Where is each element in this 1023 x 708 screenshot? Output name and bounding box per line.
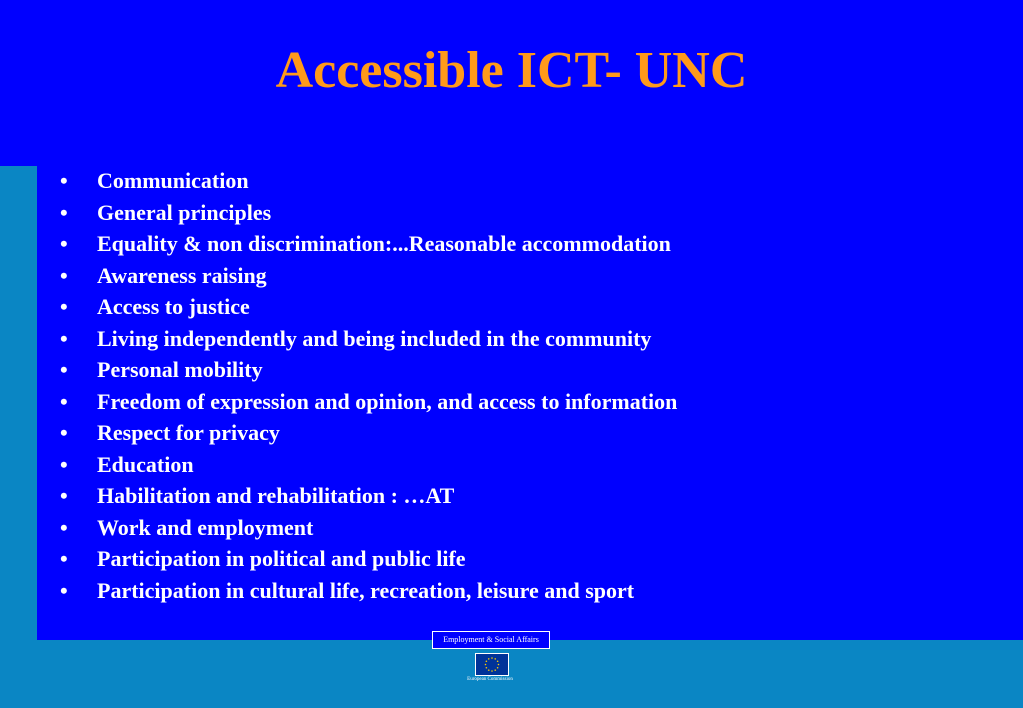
bullet-text: Participation in cultural life, recreation, leisure and sport — [97, 577, 635, 603]
eu-star — [488, 658, 490, 660]
bullet-text: Education — [97, 451, 194, 477]
bullet-text: Access to justice — [97, 294, 250, 319]
bullet-dot: • — [60, 483, 68, 508]
bullet-item — [60, 197, 677, 229]
bullet-text: Respect for privacy — [97, 420, 280, 445]
bullet-text: Work and employment — [97, 514, 314, 540]
eu-caption: European Commission — [467, 677, 513, 682]
bullet-dot: • — [60, 262, 68, 288]
bullet-item — [60, 323, 677, 355]
bullet-list — [60, 165, 677, 606]
bullet-dot: • — [60, 294, 68, 319]
eu-star — [498, 664, 500, 666]
bullet-dot: • — [60, 514, 68, 540]
eu-star — [497, 667, 499, 669]
bullet-item — [60, 512, 677, 544]
bullet-dot: • — [60, 168, 68, 193]
eu-star — [491, 657, 493, 659]
bullet-dot: • — [60, 451, 68, 477]
bullet-dot: • — [60, 546, 68, 571]
bullet-item — [60, 291, 677, 323]
eu-star — [494, 669, 496, 671]
bullet-text: Habilitation and rehabilitation : …AT — [97, 483, 455, 508]
bullet-item — [60, 165, 677, 197]
bullet-text: Personal mobility — [97, 357, 263, 382]
bullet-item — [60, 417, 677, 449]
footer-dg-label: Employment & Social Affairs — [432, 631, 550, 649]
bullet-item — [60, 480, 677, 512]
slide-title: Accessible ICT- UNC — [275, 42, 748, 99]
bullet-dot: • — [60, 231, 68, 256]
bullet-dot: • — [60, 325, 68, 351]
bullet-text: Participation in political and public life — [97, 546, 466, 571]
eu-star — [491, 670, 493, 672]
bullet-item — [60, 449, 677, 481]
eu-flag-stars — [476, 654, 508, 675]
bullet-item — [60, 260, 677, 292]
bullet-item — [60, 354, 677, 386]
bullet-text: Freedom of expression and opinion, and access to information — [97, 388, 678, 414]
eu-star — [488, 669, 490, 671]
bullet-text: Equality & non discrimination:...Reasonable accommodation — [97, 231, 671, 256]
eu-star — [486, 667, 488, 669]
eu-star — [486, 660, 488, 662]
bullet-dot: • — [60, 420, 68, 445]
bullet-dot: • — [60, 357, 68, 382]
bullet-item — [60, 228, 677, 260]
eu-flag-icon — [475, 653, 509, 676]
bullet-text: Living independently and being included in the community — [97, 325, 652, 351]
bullet-item — [60, 386, 677, 418]
bullet-text: Awareness raising — [97, 262, 267, 288]
bullet-dot: • — [60, 388, 68, 414]
eu-star — [494, 658, 496, 660]
bullet-text: Communication — [97, 168, 249, 193]
bullet-dot: • — [60, 199, 68, 225]
bullet-item — [60, 575, 677, 607]
bullet-dot: • — [60, 577, 68, 603]
eu-star — [485, 664, 487, 666]
eu-star — [497, 660, 499, 662]
bullet-text: General principles — [97, 199, 272, 225]
bullet-item — [60, 543, 677, 575]
